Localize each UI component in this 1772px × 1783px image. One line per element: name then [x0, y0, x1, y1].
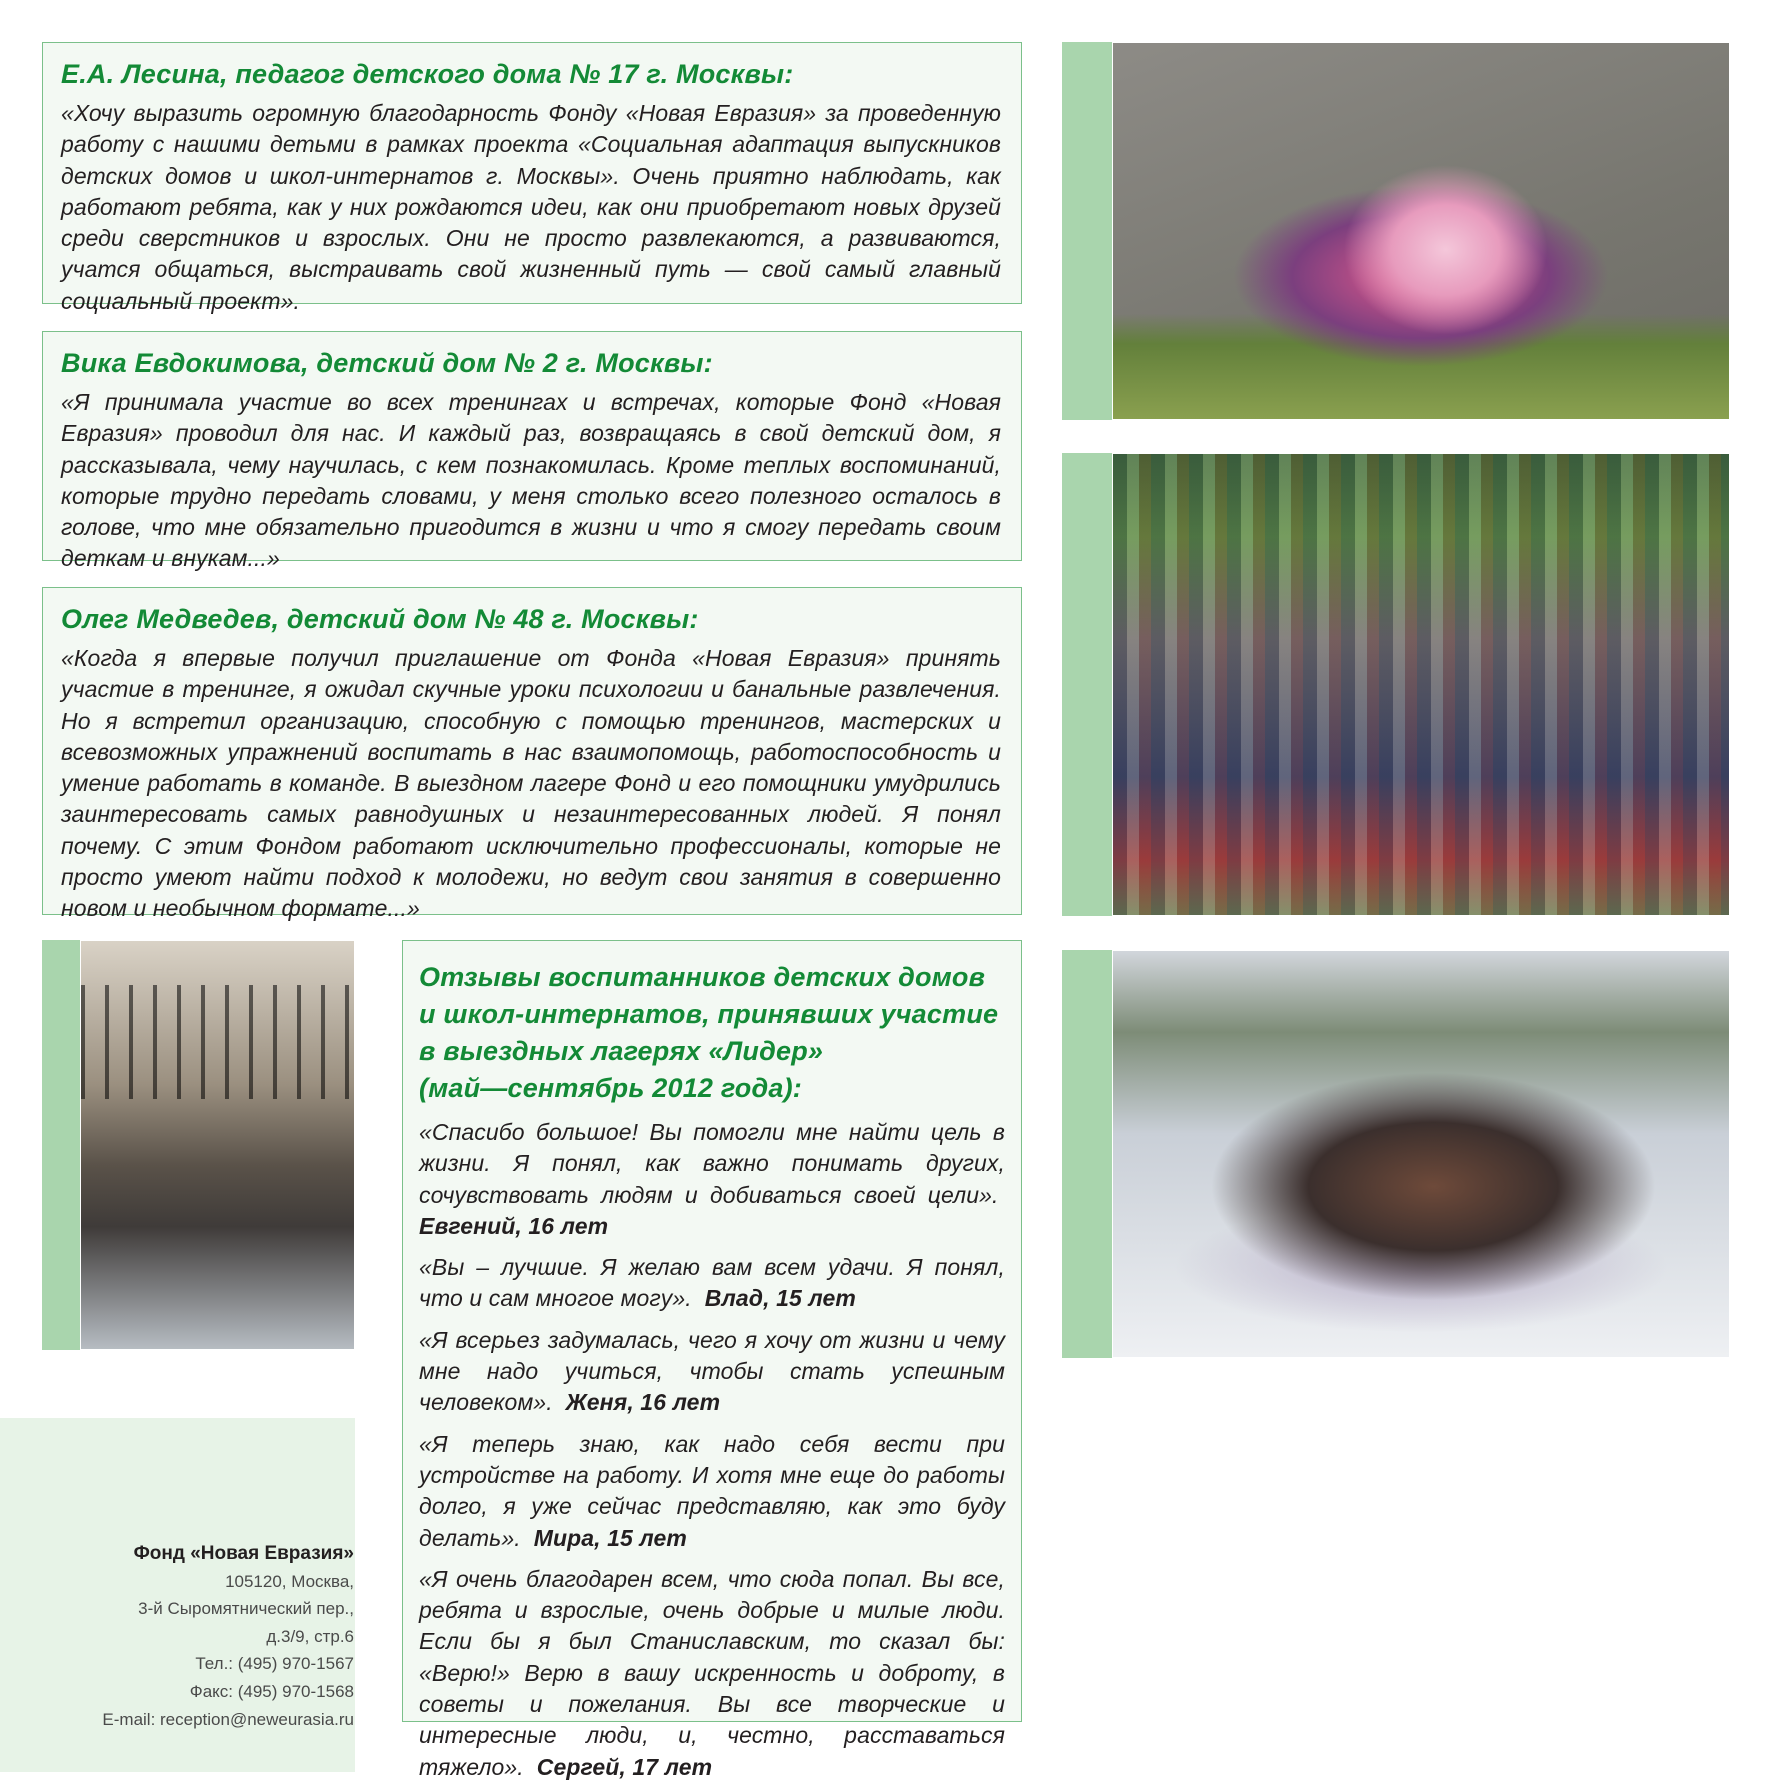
contact-address-line: 3-й Сыромятнический пер., [138, 1599, 354, 1619]
contact-phone: Тел.: (495) 970-1567 [195, 1654, 354, 1674]
testimonial-medvedev [42, 587, 1022, 922]
contact-address-line: д.3/9, стр.6 [266, 1626, 354, 1646]
contact-fax: Факс: (495) 970-1568 [189, 1681, 354, 1701]
photo-frame-4 [42, 940, 355, 1350]
pupil-quote-text: «Я всерьез задумалась, чего я хочу от жизни и чему мне надо учиться, чтобы стать успешным человеком». [419, 1326, 1005, 1416]
pupils-heading-line: (май—сентябрь 2012 года): [419, 1073, 802, 1103]
pupils-testimonials [402, 940, 1022, 1780]
photo-frame-2 [1062, 453, 1730, 916]
pupil-quote-author: Евгений, 16 лет [419, 1212, 609, 1239]
photo-frame-3 [1062, 950, 1730, 1358]
pupil-quote-author: Влад, 15 лет [704, 1285, 856, 1312]
pupils-heading-line: и школ-интернатов, принявших участие [419, 999, 999, 1029]
pupil-quote-text: «Я теперь знаю, как надо себя вести при устройстве на работу. И хотя мне еще до работы долго, я уже сейчас представляю, как это буду делать». [419, 1430, 1005, 1551]
pupil-quote [419, 1429, 1005, 1554]
contact-address-line: 105120, Москва, [225, 1571, 354, 1591]
pupil-quote-author: Мира, 15 лет [533, 1524, 687, 1551]
photo-event-hall [80, 940, 355, 1350]
pupil-quote [419, 1325, 1005, 1419]
pupils-heading [419, 959, 1005, 1107]
pupil-quote [419, 1252, 1005, 1315]
testimonial-author: Вика Евдокимова, детский дом № 2 г. Москвы: [61, 348, 713, 378]
photo-frame-1 [1062, 42, 1730, 420]
org-name: Фонд «Новая Евразия» [133, 1543, 354, 1564]
photo-group-steps [1112, 453, 1730, 916]
testimonial-text: «Хочу выразить огромную благодарность Фонду «Новая Евразия» за проведенную работу с нашими детьми в рамках проекта «Социальная адаптация выпускников детских домов и школ-интернатов г. Москвы». Очень приятно наблюдать, как работают ребята, как у них рождаются идеи, как они приобретают новых друзей среди сверстников и взрослых. Они не просто развлекаются, а развиваются, учатся общаться, выстраивать свой жизненный путь — свой самый главный социальный проект». [61, 100, 1001, 314]
testimonial-text: «Я принимала участие во всех тренингах и встречах, которые Фонд «Новая Евразия» проводил для нас. И каждый раз, возвращаясь в свой детский дом, я рассказывала, чему научилась, с кем познакомилась. Кроме теплых воспоминаний, которые трудно передать словами, у меня столько всего полезного осталось в голове, что мне обязательно пригодится в жизни и что я смогу передать своим деткам и внукам...» [61, 389, 1001, 572]
photo-aerial-group [1112, 42, 1730, 420]
pupil-quote-text: «Спасибо большое! Вы помогли мне найти цель в жизни. Я понял, как важно понимать других, сочувствовать людям и добиваться своей цели». [419, 1119, 1005, 1208]
testimonial-evdokimova [42, 331, 1022, 572]
pupil-quote-text: «Вы – лучшие. Я желаю вам всем удачи. Я понял, что и сам многое могу». [419, 1254, 1005, 1312]
contact-email[interactable]: E-mail: reception@neweurasia.ru [102, 1709, 354, 1729]
testimonial-text: «Когда я впервые получил приглашение от Фонда «Новая Евразия» принять участие в тренинге, я ожидал скучные уроки психологии и банальные развлечения. Но я встретил организацию, способную с помощью тренингов, мастерских и всевозможных упражнений воспитать в нас взаимопомощь, работоспособность и умение работать в команде. В выездном лагере Фонд и его помощники умудрились заинтересовать самых равнодушных и незаинтересованных людей. Я понял почему. С этим Фондом работают исключительно профессионалы, которые не просто умеют найти подход к молодежи, но ведут свои занятия в совершенно новом и необычном формате...» [61, 645, 1001, 922]
pupil-quote [419, 1564, 1005, 1783]
testimonial-author: Е.А. Лесина, педагог детского дома № 17 г. Москвы: [61, 59, 794, 89]
pupils-heading-line: Отзывы воспитанников детских домов [419, 962, 986, 992]
pupil-quote-text: «Я очень благодарен всем, что сюда попал. Вы все, ребята и взрослые, очень добрые и милые люди. Если бы я был Станиславским, то сказал бы: «Верю!» Верю в вашу искренность и доброту, в советы и пожелания. Вы все творческие и интересные люди, и, честно, расставаться тяжело». [419, 1565, 1005, 1780]
contact-info [102, 1540, 354, 1733]
pupil-quote-author: Сергей, 17 лет [536, 1753, 713, 1780]
pupils-heading-line: в выездных лагерях «Лидер» [419, 1036, 824, 1066]
photo-group-hug-snow [1112, 950, 1730, 1358]
pupil-quote [419, 1117, 1005, 1242]
testimonial-author: Олег Медведев, детский дом № 48 г. Москвы: [61, 604, 699, 634]
pupil-quote-author: Женя, 16 лет [565, 1389, 721, 1416]
testimonial-lesina [42, 42, 1022, 314]
